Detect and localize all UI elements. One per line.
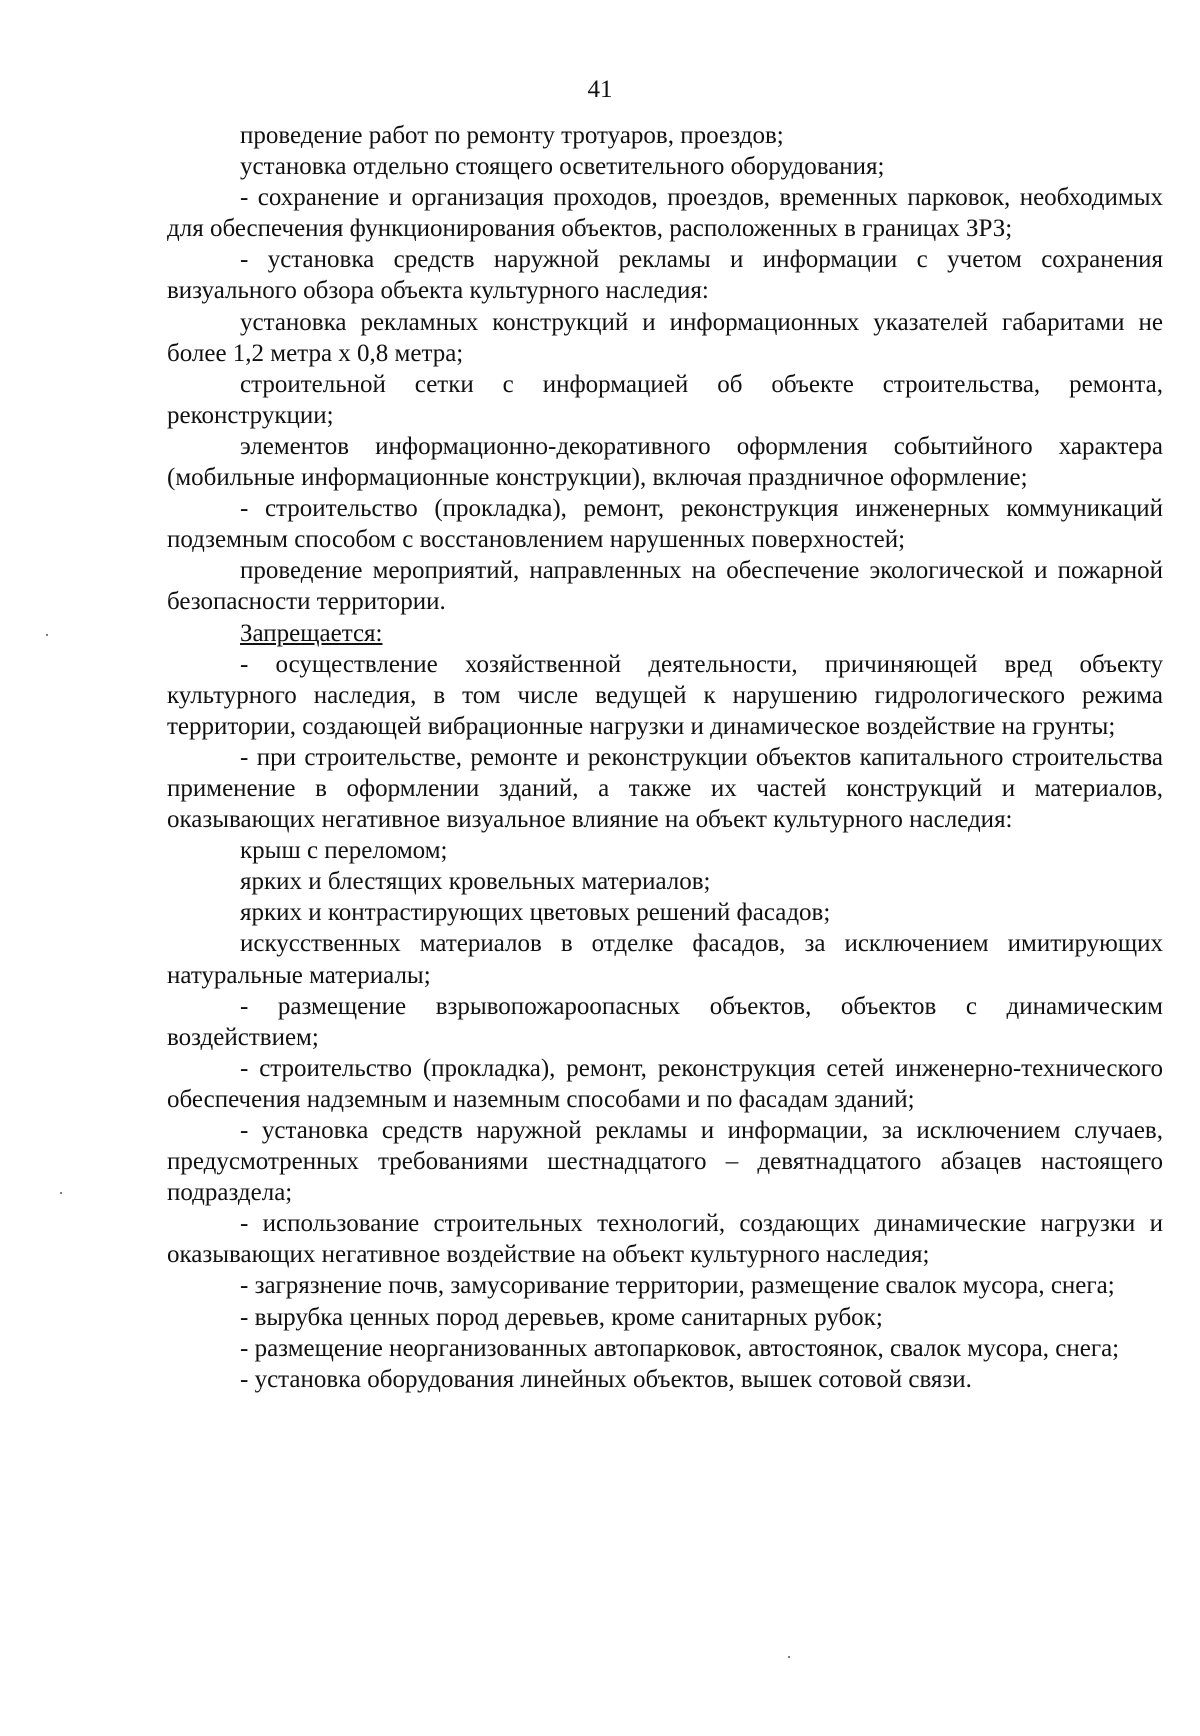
paragraph: - установка средств наружной рекламы и информации, за исключением случаев, предусмотренных требованиями шестнадцатого – девятнадцатого абзацев настоящего подраздела; bbox=[167, 1117, 1163, 1207]
paragraph: проведение мероприятий, направленных на обеспечение экологической и пожарной безопасности территории. bbox=[167, 557, 1163, 616]
paragraph: - использование строительных технологий, создающих динамические нагрузки и оказывающих негативное воздействие на объект культурного наследия; bbox=[167, 1210, 1163, 1269]
scan-speck bbox=[788, 1656, 790, 1658]
paragraph: - размещение неорганизованных автопарковок, автостоянок, свалок мусора, снега; bbox=[240, 1334, 1120, 1362]
scan-speck bbox=[60, 1192, 62, 1194]
paragraph: - установка оборудования линейных объектов, вышек сотовой связи. bbox=[240, 1365, 972, 1393]
paragraph: установка рекламных конструкций и информационных указателей габаритами не более 1,2 метра х 0,8 метра; bbox=[167, 308, 1163, 367]
paragraph: искусственных материалов в отделке фасадов, за исключением имитирующих натуральные материалы; bbox=[167, 930, 1163, 989]
paragraph: - загрязнение почв, замусоривание территории, размещение свалок мусора, снега; bbox=[240, 1272, 1115, 1300]
section-heading-text: Запрещается: bbox=[240, 619, 383, 647]
paragraph: проведение работ по ремонту тротуаров, проездов; bbox=[240, 122, 784, 149]
section-heading-prohibited bbox=[167, 618, 1163, 649]
paragraph: - вырубка ценных пород деревьев, кроме санитарных рубок; bbox=[240, 1303, 883, 1331]
page-number: 41 bbox=[587, 76, 613, 103]
scan-speck bbox=[46, 634, 48, 636]
paragraph: - сохранение и организация проходов, проездов, временных парковок, необходимых для обеспечения функционирования объектов, расположенных в границах ЗРЗ; bbox=[167, 184, 1163, 243]
paragraph: - при строительстве, ремонте и реконструкции объектов капитального строительства применение в оформлении зданий, а также их частей конструкций и материалов, оказывающих негативное визуальное влияние на объект культурного наследия: bbox=[167, 743, 1163, 834]
paragraph: - строительство (прокладка), ремонт, реконструкция инженерных коммуникаций подземным способом с восстановлением нарушенных поверхностей; bbox=[167, 495, 1163, 554]
paragraph: ярких и контрастирующих цветовых решений фасадов; bbox=[240, 899, 831, 927]
paragraph: - установка средств наружной рекламы и информации с учетом сохранения визуального обзора объекта культурного наследия: bbox=[167, 246, 1163, 305]
paragraph: - размещение взрывопожароопасных объектов, объектов с динамическим воздействием; bbox=[167, 992, 1163, 1051]
paragraph: крыш с переломом; bbox=[240, 837, 448, 865]
paragraph: ярких и блестящих кровельных материалов; bbox=[240, 868, 711, 896]
paragraph: элементов информационно-декоративного оформления событийного характера (мобильные информационные конструкции), включая праздничное оформление; bbox=[167, 432, 1163, 492]
paragraph: - осуществление хозяйственной деятельности, причиняющей вред объекту культурного наследия, в том числе ведущей к нарушению гидрологического режима территории, создающей вибрационные нагрузки и динамическое воздействие на грунты; bbox=[167, 650, 1163, 740]
paragraph: строительной сетки с информацией об объекте строительства, ремонта, реконструкции; bbox=[167, 370, 1163, 429]
paragraph: - строительство (прокладка), ремонт, реконструкция сетей инженерно-технического обеспечения надземным и наземным способами и по фасадам зданий; bbox=[167, 1054, 1163, 1113]
document-body bbox=[167, 120, 1163, 1395]
paragraph: установка отдельно стоящего осветительного оборудования; bbox=[240, 153, 885, 181]
